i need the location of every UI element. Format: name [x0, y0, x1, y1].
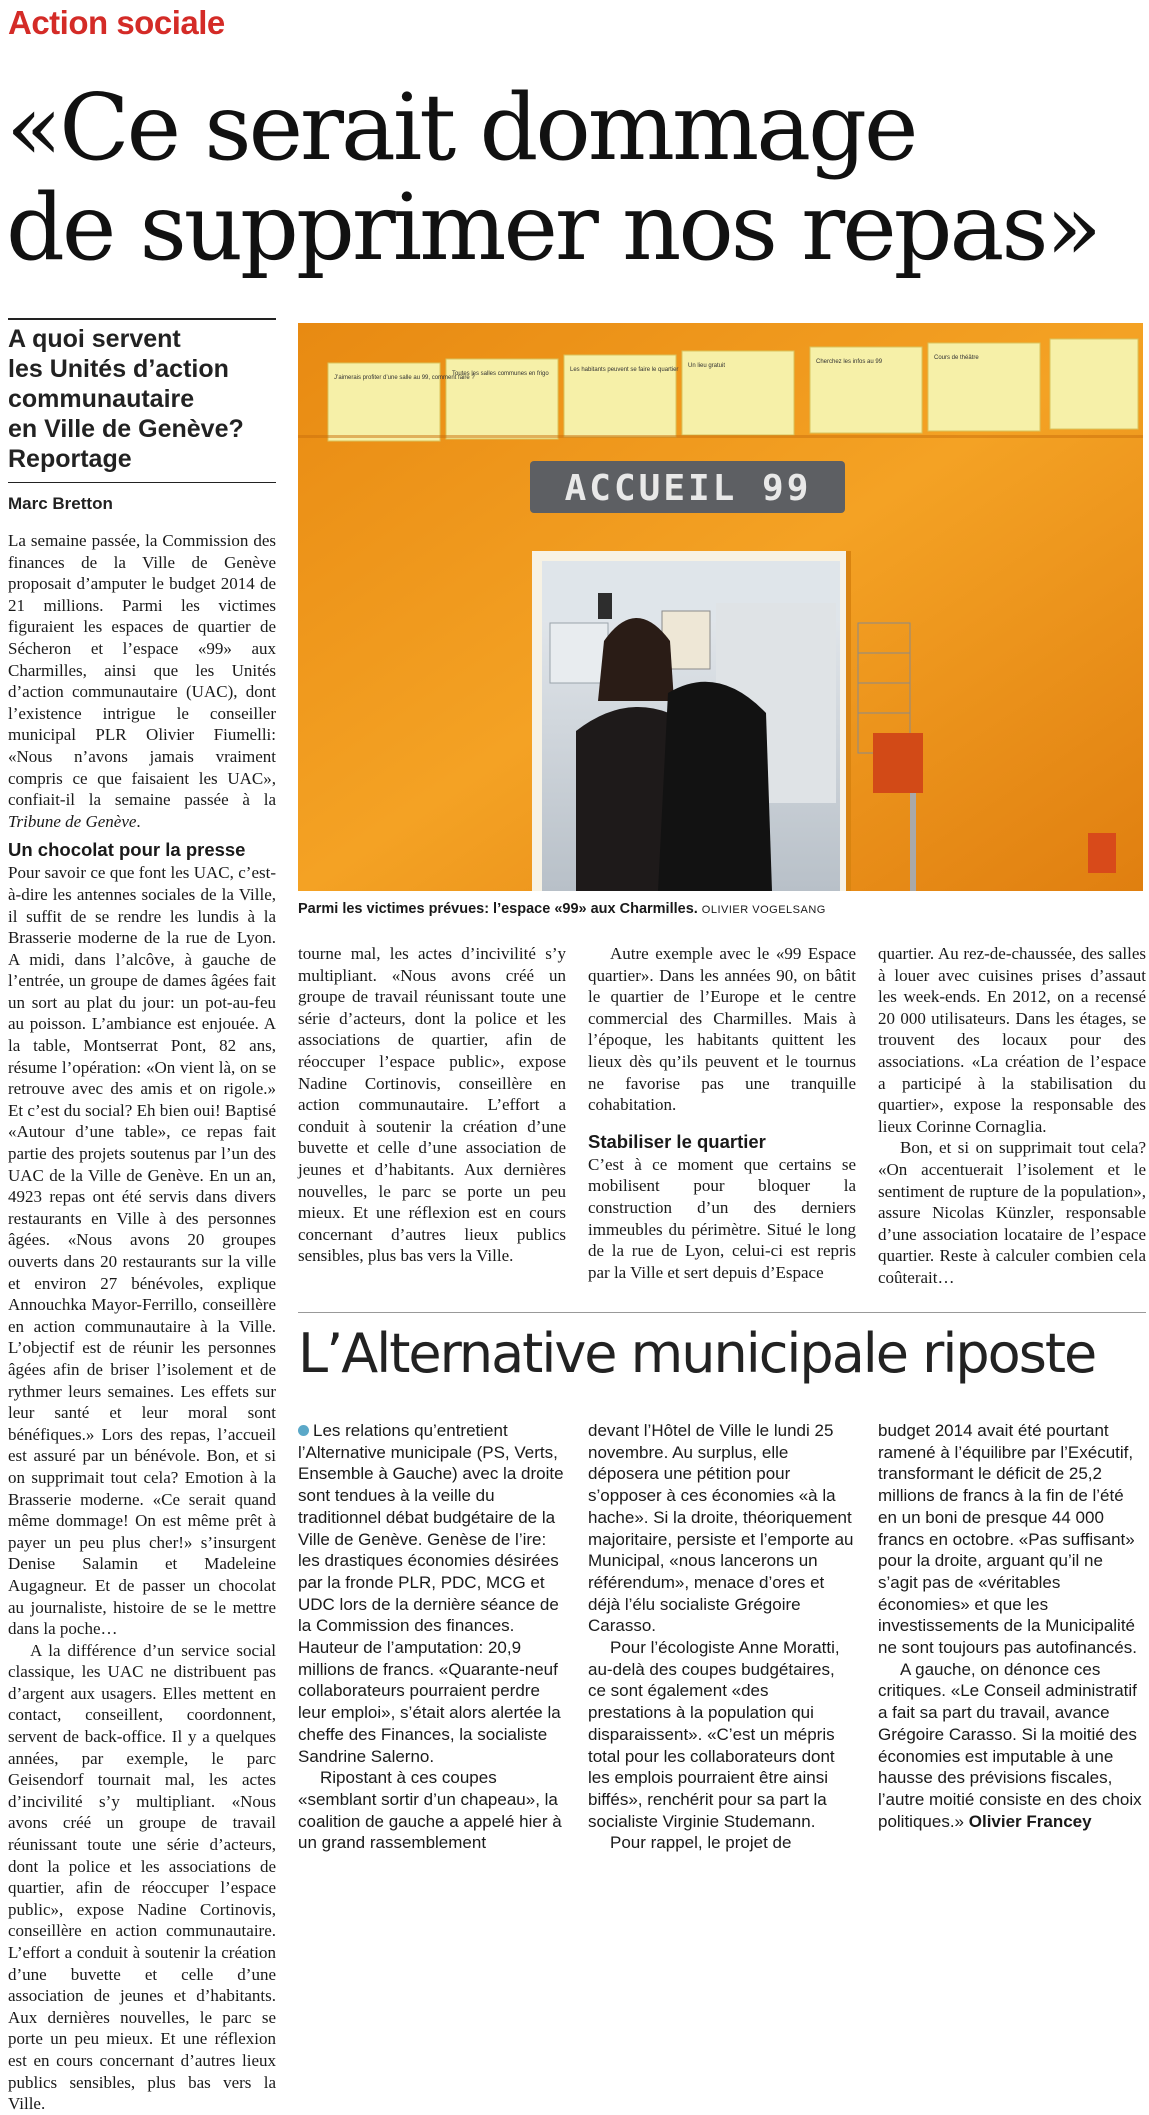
photo-credit: OLIVIER VOGELSANG	[701, 904, 826, 916]
byline: Marc Bretton	[8, 494, 113, 513]
article-column-4	[878, 943, 1146, 1289]
lead-line: communautaire	[8, 385, 195, 413]
article-paragraph: C’est à ce moment que certains se mobilisent pour bloquer la construction d’un des derniers immeubles du périmètre. Situé le long de la rue de Lyon, celui-ci est repris par la Ville et sert depuis d’Espace	[588, 1154, 856, 1282]
article-column-1	[8, 530, 276, 2115]
lead	[8, 324, 276, 474]
photo	[298, 323, 1143, 891]
text-run: .	[136, 811, 141, 831]
box-paragraph: Pour l’écologiste Anne Moratti, au-delà des coupes budgétaires, ce sont également «des prestations à la population qui disparaissent». «C’est un mépris total pour les collaborateurs dont les emplois pourraient être ainsi biffés», renchérit pour sa part la socialiste Virginie Studemann.	[588, 1638, 840, 1831]
box-column-1	[298, 1420, 566, 1854]
article-paragraph: tourne mal, les actes d’incivilité s’y multipliant. «Nous avons créé un groupe de travail réunissant toute une série d’acteurs, dont la police et les associations de quartier, afin de réoccuper l’espace public», expose Nadine Cortinovis, conseillère en action communautaire. L’effort a conduit à soutenir la création d’une buvette et celle d’une association de jeunes et d’habitants. Aux dernières nouvelles, le parc se porte un peu mieux. Et une réflexion est en cours concernant d’autres lieux publics sensibles, plus bas vers la Ville.	[298, 944, 566, 1266]
article-paragraph	[8, 530, 276, 832]
box-paragraph: devant l’Hôtel de Ville le lundi 25 novembre. Au surplus, elle déposera une pétition pour s’opposer à ces économies «à la hache». Si la droite, théoriquement majoritaire, persiste et l’emporte au Municipal, «nous lancerons un référendum», menace d’ores et déjà l’élu socialiste Grégoire Carasso.	[588, 1421, 854, 1636]
lead-line: en Ville de Genève?	[8, 415, 244, 443]
lead-bottom-rule	[8, 482, 276, 483]
lead-line: A quoi servent	[8, 325, 181, 353]
box-column-3	[878, 1420, 1146, 1832]
box-title: L’Alternative municipale riposte	[298, 1322, 1096, 1385]
box-paragraph	[878, 1659, 1146, 1833]
accueil-sign	[530, 461, 845, 513]
headline-line-1: «Ce serait dommage	[6, 74, 916, 181]
lead-line: Reportage	[8, 445, 132, 473]
poster-text: Cours de théâtre	[934, 355, 979, 361]
article-paragraph: A la différence d’un service social classique, les UAC ne distribuent pas d’argent aux usagers. Elles mettent en contact, conseillent, coordonnent, servent de back-office. Il y a quelques années, par exemple, le parc Geisendorf tournait mal, les actes d’incivilité s’y multipliant. «Nous avons créé un groupe de travail réunissant toute une série d’acteurs, dont la police et les associations de quartier, afin de réoccuper l’espace public», expose Nadine Cortinovis, conseillère en action communautaire. L’effort a conduit à soutenir la création d’une buvette et celle d’une association de jeunes et d’habitants. Aux dernières nouvelles, le parc se porte un peu mieux. Et une réflexion est en cours concernant d’autres lieux publics sensibles, plus bas vers la Ville.	[8, 1640, 276, 2114]
article-paragraph: Autre exemple avec le «99 Espace quartier». Dans les années 90, on bâtit le quartier de l’Europe et le centre commercial des Charmilles. Mais à l’époque, les habitants quittent les lieux dès qu’ils peuvent et le tournus ne favorise pas une tranquille cohabitation.	[588, 944, 856, 1115]
lead-line: les Unités d’action	[8, 355, 229, 383]
subhead: Stabiliser le quartier	[588, 1130, 766, 1152]
section-rubric: Action sociale	[8, 4, 225, 41]
box-top-rule	[298, 1312, 1146, 1313]
box-paragraph: budget 2014 avait été pourtant ramené à l’équilibre par l’Exécutif, transformant le déficit de 25,2 millions de francs à la fin de l’été en un boni de presque 44 000 francs en octobre. «Pas suffisant» pour la droite, arguant qu’il ne s’agit pas de «véritables économies» et que les investissements de la Municipalité ne sont toujours pas autofinancés.	[878, 1421, 1137, 1658]
reception-window	[532, 551, 850, 891]
box-paragraph	[298, 1420, 566, 1767]
text-run: A gauche, on dénonce ces critiques. «Le Conseil administratif a fait sa part du travail, avance Grégoire Carasso. Si la moitié des économies est imputable à une hausse des prévisions fiscales, l’autre moitié consiste en des choix politiques.»	[878, 1659, 1142, 1831]
box-signature: Olivier Francey	[968, 1811, 1092, 1831]
box-paragraph: Pour rappel, le projet de	[610, 1833, 792, 1853]
box-column-2	[588, 1420, 856, 1854]
box-paragraph: Ripostant à ces coupes «semblant sortir d’un chapeau», la coalition de gauche a appelé hier à un grand rassemblement	[298, 1768, 562, 1853]
poster-text: Les habitants peuvent se faire le quartier	[570, 367, 679, 373]
headline	[6, 74, 1146, 281]
subhead: Un chocolat pour la presse	[8, 839, 246, 861]
photo-caption	[298, 901, 1143, 917]
article-paragraph: quartier. Au rez-de-chaussée, des salles à louer avec cuisines prises d’assaut les week-ends. En 2012, on a recensé 20 000 utilisateurs. Dans les étages, se trouvent des locaux pour des associations. «La création de l’espace a participé à la stabilisation du quartier», expose la responsable des lieux Corinne Cornaglia.	[878, 944, 1146, 1136]
newspaper-title: Tribune de Genève	[8, 811, 137, 831]
headline-line-2: de supprimer nos repas»	[6, 174, 1099, 281]
lead-top-rule	[8, 318, 276, 320]
article-paragraph: Pour savoir ce que font les UAC, c’est-à-dire les antennes sociales de la Ville, il suffit de se rendre les lundis à la Brasserie moderne de la rue de Lyon. A midi, dans l’alcôve, à gauche de l’entrée, un groupe de dames âgées fait un sort au plat du jour: un pot-au-feu au poisson. L’ambiance est enjouée. A la table, Montserrat Pont, 82 ans, résume l’opération: «On vient là, on se retrouve avec des amis et on rigole.» Et c’est du social? Eh bien oui! Baptisé «Autour d’une table», ce repas fait partie des projets soutenus par l’un des UAC de la Ville de Genève. En un an, 4923 repas ont été servis dans divers restaurants en Ville à des personnes âgées. «Nous avons 20 groupes ouverts dans 20 restaurants sur la ville et environ 27 bénévoles, explique Annouchka Mayor-Ferrillo, conseillère en action communautaire à la Ville. L’objectif est de réunir les personnes âgées afin de briser l’isolement et de rythmer leurs semaines. Les effets sur leur santé et leur moral sont bénéfiques.» Lors des repas, l’accueil est assuré par un bénévole. Bon, et si on supprimait tout cela? Emotion à la Brasserie moderne. «Ce serait quand même dommage! On est même prêt à payer un peu plus cher!» s’insurgent Denise Salamin et Madeleine Augagneur. Et de passer un chocolat au journaliste, histoire de se le mettre dans la poche…	[8, 863, 276, 1639]
poster-text: Un lieu gratuit	[688, 363, 726, 369]
accueil-sign-text: ACCUEIL 99	[564, 468, 812, 509]
poster-text: J’aimerais profiter d’une salle au 99, comment faire ?	[334, 375, 475, 381]
text-run: Les relations qu’entretient l’Alternative municipale (PS, Verts, Ensemble à Gauche) avec la droite sont tendues à la veille du traditionnel débat budgétaire de la Ville de Genève. Genèse de l’ire: les drastiques économies désirées par la fronde PLR, PDC, MCG et UDC lors de la dernière séance de la Commission des finances. Hauteur de l’amputation: 20,9 millions de francs. «Quarante-neuf collaborateurs pourraient perdre leur emploi», s’était alors alertée la cheffe des Finances, la socialiste Sandrine Salerno.	[298, 1421, 564, 1766]
article-column-3	[588, 943, 856, 1283]
caption-text: Parmi les victimes prévues: l’espace «99» aux Charmilles.	[298, 901, 698, 917]
poster-text: Toutes les salles communes en frigo	[452, 371, 549, 377]
poster-text: Cherchez les infos au 99	[816, 359, 883, 365]
article-paragraph: Bon, et si on supprimait tout cela? «On accentuerait l’isolement et le sentiment de rupture de la population», assure Nicolas Künzler, responsable d’une association locataire de l’espace quartier. Reste à calculer combien cela coûterait…	[878, 1138, 1146, 1287]
text-run: La semaine passée, la Commission des finances de la Ville de Genève proposait d’amputer le budget 2014 de 21 millions. Parmi les victimes figuraient les espaces de quartier de Sécheron et l’espace «99» aux Charmilles, ainsi que les Unités d’action communautaire (UAC), dont l’existence intrigue le conseiller municipal PLR Olivier Fiumelli: «Nous n’avons jamais vraiment compris ce que faisaient les UAC», confiait-il la semaine passée à la	[8, 531, 276, 810]
photo-illustration	[298, 323, 1143, 891]
bullet-icon	[298, 1425, 309, 1436]
article-column-2	[298, 943, 566, 1267]
